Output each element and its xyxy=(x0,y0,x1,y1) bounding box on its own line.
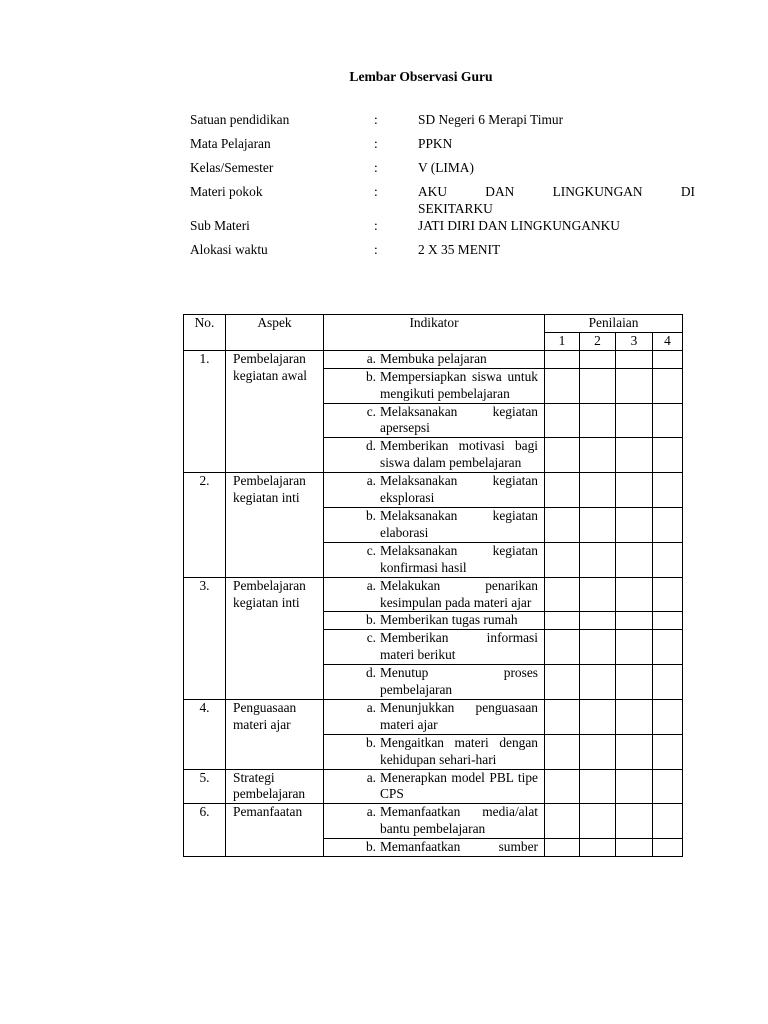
score-cell[interactable] xyxy=(653,769,683,804)
header-penilaian: Penilaian xyxy=(545,315,683,333)
indicator-cell xyxy=(324,804,545,839)
row-aspek: Pemanfaatan xyxy=(226,804,324,857)
score-cell[interactable] xyxy=(616,507,653,542)
observation-table xyxy=(183,314,683,857)
score-cell[interactable] xyxy=(545,665,580,700)
score-cell[interactable] xyxy=(616,473,653,508)
indicator-cell xyxy=(324,438,545,473)
table-row xyxy=(184,699,683,734)
info-value: 2 X 35 MENIT xyxy=(418,242,501,257)
score-cell[interactable] xyxy=(616,734,653,769)
info-colon: : xyxy=(374,218,378,233)
indicator-text: Melaksanakan kegiatan eksplorasi xyxy=(380,473,538,506)
info-colon: : xyxy=(374,242,378,257)
score-cell[interactable] xyxy=(653,438,683,473)
info-colon: : xyxy=(374,136,378,151)
score-cell[interactable] xyxy=(580,839,616,857)
indicator-letter: b. xyxy=(365,368,376,384)
info-value-line2: SEKITARKU xyxy=(418,201,493,216)
indicator-text: Memanfaatkan media/alat bantu pembelajaran xyxy=(380,804,538,837)
score-cell[interactable] xyxy=(653,403,683,438)
info-colon: : xyxy=(374,160,378,175)
score-cell[interactable] xyxy=(545,473,580,508)
score-cell[interactable] xyxy=(580,665,616,700)
indicator-text: Memanfaatkan sumber xyxy=(380,839,538,855)
score-cell[interactable] xyxy=(545,403,580,438)
info-value: SD Negeri 6 Merapi Timur xyxy=(418,112,564,127)
indicator-text: Melakukan penarikan kesimpulan pada materi ajar xyxy=(380,577,538,610)
indicator-cell xyxy=(324,368,545,403)
info-row-kelas xyxy=(190,159,695,176)
row-number: 2. xyxy=(184,473,226,577)
row-aspek: Strategi pembelajaran xyxy=(226,769,324,804)
info-value: JATI DIRI DAN LINGKUNGANKU xyxy=(418,218,620,233)
score-cell[interactable] xyxy=(653,507,683,542)
indicator-cell xyxy=(324,577,545,612)
score-cell[interactable] xyxy=(580,577,616,612)
score-cell[interactable] xyxy=(580,473,616,508)
indicator-text: Menerapkan model PBL tipe CPS xyxy=(380,769,538,802)
indicator-text: Melaksanakan kegiatan apersepsi xyxy=(380,403,538,436)
row-number: 4. xyxy=(184,699,226,769)
indicator-cell xyxy=(324,839,545,857)
indicator-cell xyxy=(324,734,545,769)
info-row-alokasi xyxy=(190,241,695,258)
score-cell[interactable] xyxy=(580,630,616,665)
score-cell[interactable] xyxy=(545,612,580,630)
score-cell[interactable] xyxy=(653,612,683,630)
indicator-letter: b. xyxy=(365,839,376,855)
indicator-text: Mempersiapkan siswa untuk mengikuti pembelajaran xyxy=(380,368,538,401)
info-label: Satuan pendidikan xyxy=(190,112,290,127)
score-cell[interactable] xyxy=(580,350,616,368)
indicator-letter: b. xyxy=(365,507,376,523)
score-cell[interactable] xyxy=(616,542,653,577)
info-row-submateri xyxy=(190,217,695,234)
header-score-3: 3 xyxy=(616,332,653,350)
indicator-text: Memberikan motivasi bagi siswa dalam pembelajaran xyxy=(380,438,538,471)
indicator-text: Menunjukkan penguasaan materi ajar xyxy=(380,699,538,732)
score-cell[interactable] xyxy=(580,507,616,542)
indicator-cell xyxy=(324,630,545,665)
score-cell[interactable] xyxy=(616,699,653,734)
score-cell[interactable] xyxy=(545,699,580,734)
score-cell[interactable] xyxy=(545,734,580,769)
indicator-letter: a. xyxy=(366,577,376,593)
indicator-text: Membuka pelajaran xyxy=(380,350,487,366)
indicator-cell xyxy=(324,403,545,438)
score-cell[interactable] xyxy=(653,542,683,577)
header-aspek: Aspek xyxy=(226,315,324,351)
score-cell[interactable] xyxy=(616,804,653,839)
row-aspek: Penguasaan materi ajar xyxy=(226,699,324,769)
score-cell[interactable] xyxy=(545,630,580,665)
indicator-letter: a. xyxy=(366,699,376,715)
score-cell[interactable] xyxy=(580,734,616,769)
indicator-cell xyxy=(324,350,545,368)
info-value: V (LIMA) xyxy=(418,160,474,175)
info-value-line1: AKU DAN LINGKUNGAN DI xyxy=(418,184,695,199)
score-cell[interactable] xyxy=(616,577,653,612)
score-cell[interactable] xyxy=(545,438,580,473)
indicator-letter: a. xyxy=(366,350,376,366)
indicator-letter: c. xyxy=(366,403,376,419)
table-row xyxy=(184,577,683,612)
row-number: 1. xyxy=(184,350,226,472)
indicator-text: Melaksanakan kegiatan elaborasi xyxy=(380,507,538,540)
table-header-row xyxy=(184,315,683,333)
indicator-cell xyxy=(324,507,545,542)
score-cell[interactable] xyxy=(616,368,653,403)
row-number: 3. xyxy=(184,577,226,699)
info-label: Mata Pelajaran xyxy=(190,136,271,151)
score-cell[interactable] xyxy=(653,734,683,769)
table-row xyxy=(184,473,683,508)
info-colon: : xyxy=(374,112,378,127)
score-cell[interactable] xyxy=(616,403,653,438)
score-cell[interactable] xyxy=(580,699,616,734)
header-score-2: 2 xyxy=(580,332,616,350)
score-cell[interactable] xyxy=(653,368,683,403)
indicator-cell xyxy=(324,699,545,734)
score-cell[interactable] xyxy=(653,839,683,857)
row-number: 5. xyxy=(184,769,226,804)
header-no: No. xyxy=(184,315,226,351)
info-block xyxy=(190,111,695,265)
row-aspek: Pembelajaran kegiatan inti xyxy=(226,473,324,577)
indicator-letter: a. xyxy=(366,804,376,820)
row-aspek: Pembelajaran kegiatan awal xyxy=(226,350,324,472)
indicator-text: Memberikan informasi materi berikut xyxy=(380,630,538,663)
indicator-cell xyxy=(324,542,545,577)
score-cell[interactable] xyxy=(580,612,616,630)
header-score-1: 1 xyxy=(545,332,580,350)
score-cell[interactable] xyxy=(616,769,653,804)
indicator-letter: d. xyxy=(365,438,376,454)
info-row-satuan xyxy=(190,111,695,128)
indicator-letter: b. xyxy=(365,612,376,628)
score-cell[interactable] xyxy=(580,542,616,577)
score-cell[interactable] xyxy=(653,577,683,612)
score-cell[interactable] xyxy=(653,665,683,700)
score-cell[interactable] xyxy=(545,769,580,804)
indicator-cell xyxy=(324,769,545,804)
score-cell[interactable] xyxy=(653,473,683,508)
score-cell[interactable] xyxy=(545,368,580,403)
indicator-text: Memberikan tugas rumah xyxy=(380,612,518,628)
indicator-letter: d. xyxy=(365,665,376,681)
score-cell[interactable] xyxy=(616,839,653,857)
score-cell[interactable] xyxy=(616,438,653,473)
score-cell[interactable] xyxy=(653,350,683,368)
indicator-letter: c. xyxy=(366,542,376,558)
score-cell[interactable] xyxy=(616,350,653,368)
row-number: 6. xyxy=(184,804,226,857)
indicator-cell xyxy=(324,612,545,630)
page-title: Lembar Observasi Guru xyxy=(349,69,493,84)
indicator-text: Mengaitkan materi dengan kehidupan sehari-hari xyxy=(380,734,538,767)
score-cell[interactable] xyxy=(545,577,580,612)
indicator-letter: a. xyxy=(366,473,376,489)
info-row-materi xyxy=(190,183,695,217)
row-aspek: Pembelajaran kegiatan inti xyxy=(226,577,324,699)
score-cell[interactable] xyxy=(653,630,683,665)
score-cell[interactable] xyxy=(653,699,683,734)
info-label: Alokasi waktu xyxy=(190,242,268,257)
score-cell[interactable] xyxy=(580,804,616,839)
info-label: Materi pokok xyxy=(190,184,263,199)
score-cell[interactable] xyxy=(545,507,580,542)
score-cell[interactable] xyxy=(545,350,580,368)
indicator-text: Melaksanakan kegiatan konfirmasi hasil xyxy=(380,542,538,575)
table-row xyxy=(184,804,683,839)
score-cell[interactable] xyxy=(580,769,616,804)
table-row xyxy=(184,769,683,804)
score-cell[interactable] xyxy=(545,839,580,857)
info-colon: : xyxy=(374,184,378,199)
score-cell[interactable] xyxy=(616,612,653,630)
score-cell[interactable] xyxy=(653,804,683,839)
score-cell[interactable] xyxy=(580,368,616,403)
header-indikator: Indikator xyxy=(324,315,545,351)
score-cell[interactable] xyxy=(545,542,580,577)
info-label: Sub Materi xyxy=(190,218,250,233)
indicator-cell xyxy=(324,665,545,700)
indicator-text: Menutup proses pembelajaran xyxy=(380,665,538,698)
score-cell[interactable] xyxy=(616,630,653,665)
table-row xyxy=(184,350,683,368)
indicator-letter: a. xyxy=(366,769,376,785)
header-score-4: 4 xyxy=(653,332,683,350)
score-cell[interactable] xyxy=(616,665,653,700)
score-cell[interactable] xyxy=(580,403,616,438)
info-row-mapel xyxy=(190,135,695,152)
score-cell[interactable] xyxy=(580,438,616,473)
info-label: Kelas/Semester xyxy=(190,160,274,175)
indicator-letter: b. xyxy=(365,734,376,750)
indicator-cell xyxy=(324,473,545,508)
indicator-letter: c. xyxy=(366,630,376,646)
score-cell[interactable] xyxy=(545,804,580,839)
info-value: PPKN xyxy=(418,136,453,151)
